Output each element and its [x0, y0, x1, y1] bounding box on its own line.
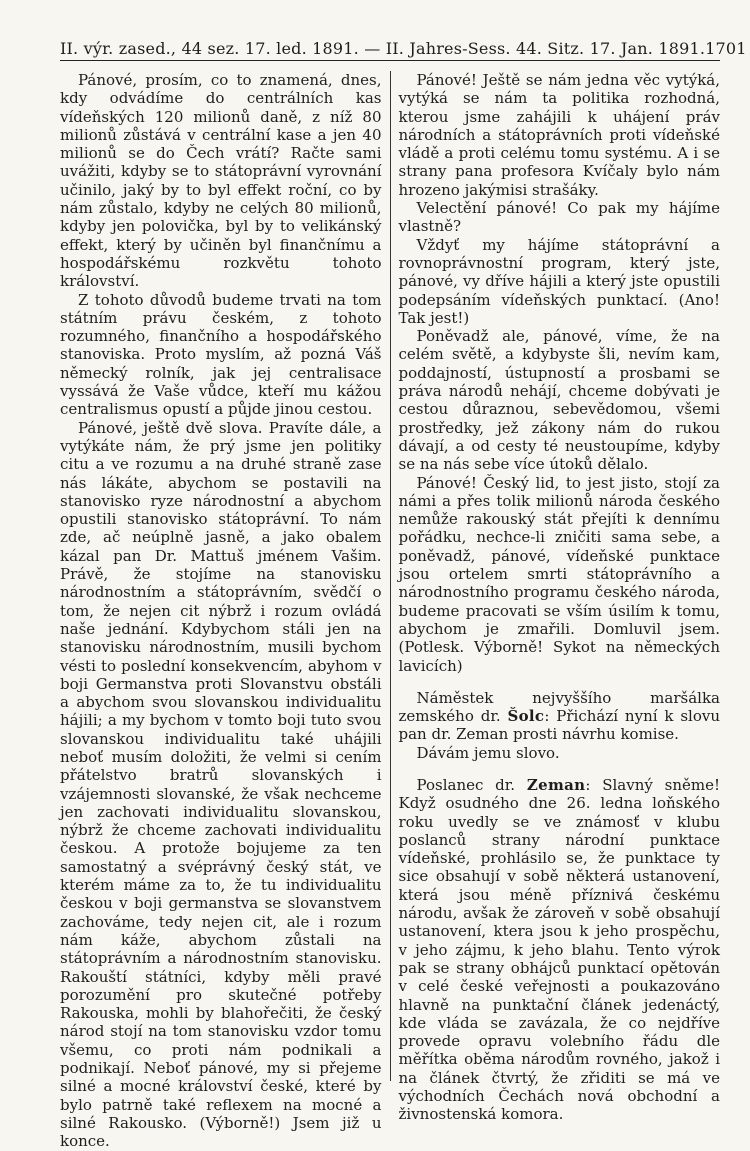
paragraph-text: : Slavný sněme! Když osudného dne 26. ledna loňského roku uvedly se ve známosť v klubu poslanců strany národní punktace vídeňské, prohlásilo se, že punktace ty sice obsahují v sobě některá ustanovení, která jsou méně příznivá českému národu, avšak že zároveň v sobě obsahují ustanovení, ktera jsou k jeho prospěchu, v jeho zájmu, k jeho blahu. Tento výrok pak se strany obhájců punktací opětován v celé české veřejnosti a poukazováno hlavně na punktační článek jedenáctý, kde vláda se zavázala, že co nejdříve provede opravu volebního řádu dle měřítka oběma národům rovného, jakož i na článek čtvrtý, že zřiditi se má ve východních Čechách nová obchodní a živnostenská komora.	[398, 775, 720, 1124]
paragraph: Pánové! Český lid, to jest jisto, stojí za námi a přes tolik milionů národa českého nemůže rakouský stát přejíti k dennímu pořádku, nechce-li zničiti sama sebe, a poněvadž, pánové, vídeňské punktace jsou ortelem smrti státoprávního a národnostního programu českého národa, budeme pracovati se vším úsilím k tomu, abychom je zmařili. Domluvil jsem. (Potlesk. Výborně! Sykot na německých lavicích)	[398, 473, 720, 675]
paragraph-text: Náměstek nejvyššího maršálka zemského dr.	[398, 688, 720, 726]
paragraph: Pánové, prosím, co to znamená, dnes, kdy odvádíme do centrálních kas vídeňských 120 milionů daně, z níž 80 milionů zůstává v centrální kase a jen 40 milionů se do Čech vrátí? Račte sami uvážiti, kdyby se to státoprávní vyrovnání učinilo, jaký by to byl effekt roční, co by nám zůstalo, kdyby ne celých 80 milionů, kdyby jen polovička, byl by to velikánský effekt, který by učiněn byl finančnímu a hospodářskému rozkvětu tohoto království.	[60, 71, 382, 291]
paragraph: Pánové! Ještě se nám jedna věc vytýká, vytýká se nám ta politika rozhodná, kterou jsme zahájili k uhájení práv národních a státoprávních proti vídeňské vládě a proti celému tomu systému. A i se strany pana profesora Kvíčaly bylo nám hrozeno jakýmisi strašáky.	[398, 71, 720, 199]
header-session-info: II. výr. zased., 44 sez. 17. led. 1891. — II. Jahres-Sess. 44. Sitz. 17. Jan. 1891.	[60, 39, 706, 58]
newspaper-page	[60, 32, 747, 1151]
speaker-name: Zeman	[526, 775, 586, 794]
paragraph: Velectění pánové! Co pak my hájíme vlastně?	[398, 199, 720, 236]
paragraph-text: : Přichází nyní k slovu pan dr. Zeman prosti návrhu komise.	[398, 707, 721, 744]
page-number: 1701	[705, 39, 747, 58]
text-columns	[60, 71, 721, 1151]
speaker-paragraph	[399, 776, 721, 1124]
paragraph: Pánové, ještě dvě slova. Pravíte dále, a vytýkáte nám, že prý jsme jen politiky citu a ve rozumu a na druhé straně zase nás lákáte, abychom se postavili na stanovisko ryze národnostní a abychom opustili stanovisko státoprávní. To nám zde, ač neúplně jasně, a jako obalem kázal pan Dr. Mattuš jménem Vašim. Právě, že stojíme na stanovisku národnostním a státoprávním, svědčí o tom, že nejen cit nýbrž i rozum ovládá naše jednání. Kdybychom stáli jen na stanovisku národnostním, musili bychom vésti to poslední konsekvencím, abyhom v boji Germanstva proti Slovanstvu obstáli a abychom svou slovanskou individualitu hájili; a my bychom v tomto boji tuto svou slovanskou individualitu také uhájili neboť musím doložiti, že velmi si cením přátelstvo bratrů slovanských i vzájemnosti slovanské, že však nechceme jen zachovati individualitu slovanskou, nýbrž že chceme zachovati individualitu českou. A protože bojujeme za ten samostatný a svéprávný český stát, ve kterém máme za to, že tu individualitu českou v boji germanstva se slovanstvem zachováme, tedy nejen cit, ale i rozum nám káže, abychom zůstali na státoprávním a národnostním stanovisku. Rakouští státníci, kdyby měli pravé porozumění pro skutečné potřeby Rakouska, mohli by blahořečiti, že český národ stojí na tom stanovisku vzdor tomu všemu, co proti nám podnikali a podnikají. Neboť pánové, my si přejeme silné a mocné království české, které by bylo patrně také reflexem na mocné a silné Rakousko. (Výborně!) Jsem již u konce.	[60, 418, 382, 1151]
paragraph: Poněvadž ale, pánové, víme, že na celém světě, a kdybyste šli, nevím kam, poddajností, ústupností a prosbami se práva národů nehájí, chceme dobývati je cestou důraznou, sebevědomou, všemi prostředky, jež zákony nám do rukou dávají, a od cesty té neustoupíme, kdyby se na nás sebe více útoků dělalo.	[398, 327, 720, 474]
right-column	[391, 71, 721, 1124]
page-header	[60, 32, 747, 61]
left-column	[60, 71, 391, 1151]
paragraph: Dávám jemu slovo.	[416, 743, 560, 762]
deputy-marshal-paragraph	[399, 689, 721, 744]
speaker-name: Šolc	[507, 707, 545, 726]
paragraph: Z tohoto důvodů budeme trvati na tom státním právu českém, z tohoto rozumného, finančního a hospodářského stanoviska. Proto myslím, až pozná Váš německý rolník, jak jej centralisace vyssává že Vaše vůdce, kteří mu kážou centralismus opustí a půjde jinou cestou.	[60, 290, 382, 419]
paragraph: Vždyť my hájíme státoprávní a rovnoprávnostní program, který jste, pánové, vy dříve hájili a který jste opustili podepsáním vídeňských punktací. (Ano! Tak jest!)	[398, 235, 720, 327]
paragraph-text: Poslanec dr.	[416, 775, 527, 794]
